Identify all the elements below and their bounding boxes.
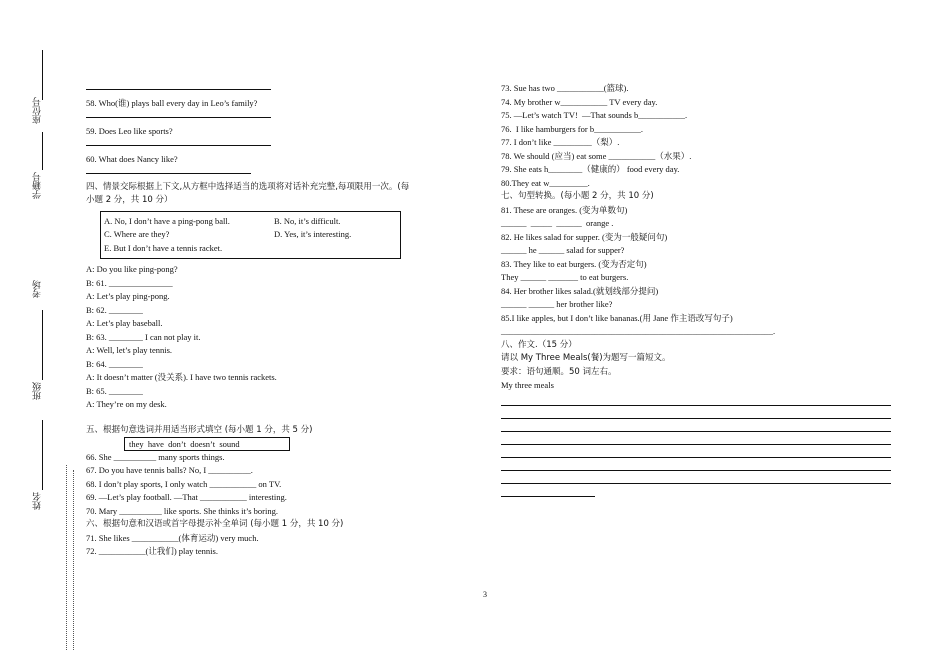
question-82: 82. He likes salad for supper. (变为一般疑问句)	[501, 231, 668, 242]
student-id-line	[42, 132, 43, 170]
essay-line[interactable]	[501, 432, 891, 445]
answer-line[interactable]	[86, 82, 271, 90]
question-72: 72. ___________(让我们) play tennis.	[86, 546, 218, 556]
class-line	[42, 420, 43, 490]
option-d: D. Yes, it’s interesting.	[274, 229, 352, 239]
dialogue-line: A: Let’s play ping-pong.	[86, 291, 170, 301]
dialogue-line: B: 65. ________	[86, 385, 143, 396]
option-c: C. Where are they?	[104, 229, 170, 239]
answer-line[interactable]	[86, 166, 251, 174]
cut-line	[66, 465, 67, 650]
section-4-title-cont: 小题 2 分，共 10 分）	[86, 195, 173, 205]
student-id-label: 学籍号	[33, 172, 43, 200]
section-7-title: 七、句型转换。(每小题 2 分，共 10 分)	[501, 191, 654, 201]
question-81: 81. These are oranges. (变为单数句)	[501, 204, 628, 215]
section-4-title: 四、情景交际根据上下文,从方框中选择适当的选项将对话补充完整,每项限用一次。(每	[86, 181, 410, 192]
question-83: 83. They like to eat burgers. (变为否定句)	[501, 258, 647, 269]
dialogue-line: B: 62. ________	[86, 304, 143, 315]
essay-requirements: 要求：语句通顺。50 词左右。	[501, 366, 617, 377]
essay-line[interactable]	[501, 484, 595, 497]
section-6-title: 六、根据句意和汉语或首字母提示补全单词 (每小题 1 分，共 10 分)	[86, 519, 344, 529]
dialogue-line: A: Let’s play baseball.	[86, 318, 163, 328]
question-80: 80.They eat w_________.	[501, 177, 590, 188]
answer-85: ________________________________________________________________.	[501, 326, 776, 336]
cut-line-2	[73, 470, 74, 650]
dialogue-line: A: Well, let’s play tennis.	[86, 345, 173, 355]
dialogue-line: B: 64. ________	[86, 358, 143, 369]
class-label: 班级	[33, 382, 43, 400]
name-label: 姓名	[33, 492, 43, 510]
section-5-title: 五、根据句意选词并用适当形式填空 (每小题 1 分，共 5 分)	[86, 424, 313, 435]
question-73: 73. Sue has two ___________(篮球).	[501, 83, 629, 93]
question-60: 60. What does Nancy like?	[86, 153, 178, 164]
page-number: 3	[483, 590, 487, 599]
question-66: 66. She __________ many sports things.	[86, 451, 225, 462]
section-8-title: 八、作文.（15 分）	[501, 339, 577, 350]
dialogue-line: A: It doesn’t matter (没关系). I have two tennis rackets.	[86, 372, 277, 382]
word-bank: they have don’t doesn’t sound	[124, 437, 290, 451]
essay-title: My three meals	[501, 380, 554, 390]
question-70: 70. Mary __________ like sports. She thinks it’s boring.	[86, 505, 278, 516]
question-79: 79. She eats h________（健康的） food every day.	[501, 164, 680, 174]
options-box	[100, 211, 401, 260]
option-e: E. But I don’t have a tennis racket.	[104, 242, 223, 253]
answer-line[interactable]	[86, 110, 271, 118]
dialogue-line: B: 61. _______________	[86, 277, 173, 288]
essay-line[interactable]	[501, 393, 891, 406]
question-75: 75. —Let’s watch TV! —That sounds b___________.	[501, 110, 688, 120]
answer-81: ______ _____ ______ orange .	[501, 218, 614, 228]
dialogue-line: B: 63. ________ I can not play it.	[86, 331, 201, 342]
question-71: 71. She likes ___________(体育运动) very much.	[86, 532, 259, 543]
right-column	[501, 82, 891, 497]
question-58: 58. Who(谁) plays ball every day in Leo’s family?	[86, 97, 258, 108]
seat-line	[42, 50, 43, 100]
question-69: 69. —Let’s play football. —That ___________ interesting.	[86, 492, 287, 502]
question-85: 85.I like apples, but I don’t like bananas.(用 Jane 作主语改写句子)	[501, 312, 733, 323]
answer-82: ______ he ______ salad for supper?	[501, 245, 625, 255]
seat-label: 座位号	[33, 97, 43, 125]
left-column	[86, 82, 471, 559]
exam-room-line	[42, 310, 43, 380]
question-74: 74. My brother w___________ TV every day.	[501, 96, 658, 107]
question-84: 84. Her brother likes salad.(就划线部分提问)	[501, 285, 659, 296]
answer-83: They ______ _______ to eat burgers.	[501, 272, 629, 282]
option-b: B. No, it’s difficult.	[274, 215, 341, 226]
essay-line[interactable]	[501, 406, 891, 419]
option-a: A. No, I don’t have a ping-pong ball.	[104, 215, 230, 226]
essay-line[interactable]	[501, 419, 891, 432]
question-76: 76. I like hamburgers for b___________.	[501, 123, 643, 134]
essay-prompt: 请以 My Three Meals(餐)为题写一篇短文。	[501, 353, 671, 363]
question-59: 59. Does Leo like sports?	[86, 125, 173, 136]
answer-line[interactable]	[86, 138, 271, 146]
answer-84: ______ ______ her brother like?	[501, 299, 613, 309]
essay-line[interactable]	[501, 445, 891, 458]
question-68: 68. I don’t play sports, I only watch ___________ on TV.	[86, 478, 282, 489]
dialogue-line: A: They’re on my desk.	[86, 399, 167, 409]
question-77: 77. I don’t like _________（梨）.	[501, 137, 620, 147]
dialogue-line: A: Do you like ping-pong?	[86, 264, 178, 274]
essay-line[interactable]	[501, 471, 891, 484]
exam-room-label: 考场	[33, 280, 43, 298]
essay-line[interactable]	[501, 458, 891, 471]
question-78: 78. We should (应当) eat some ___________（水果）.	[501, 150, 692, 161]
question-67: 67. Do you have tennis balls? No, I __________.	[86, 465, 253, 475]
